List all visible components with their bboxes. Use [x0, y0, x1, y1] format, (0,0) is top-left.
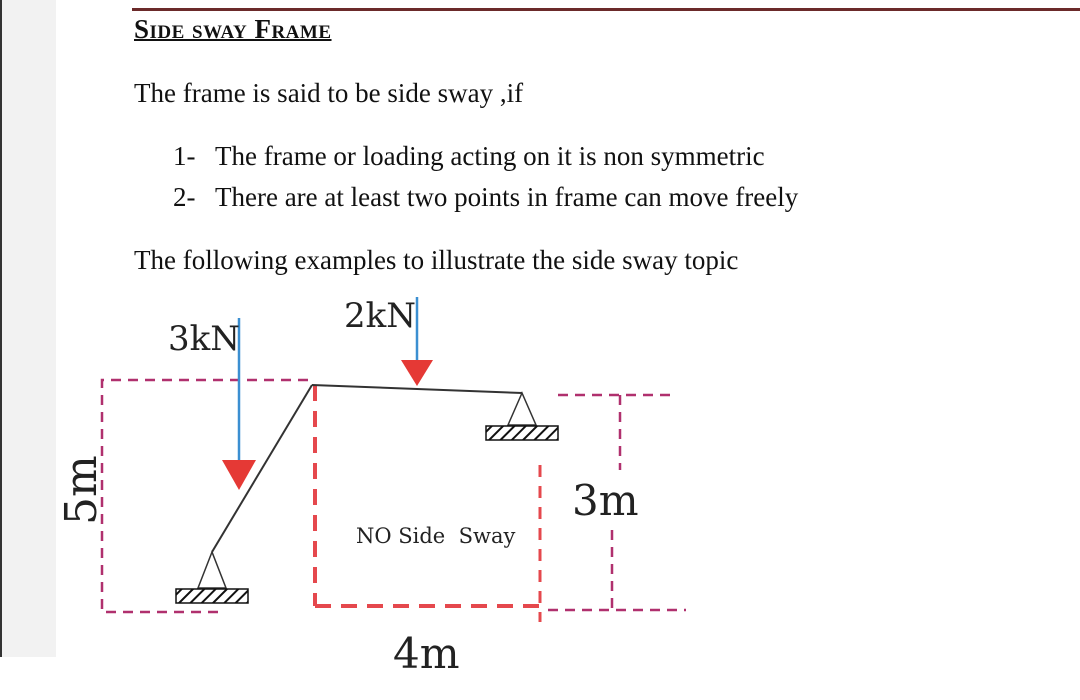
dimension-label-5m: 5m	[56, 455, 107, 525]
section-heading: Side sway Frame	[134, 14, 332, 44]
pin-support-left	[176, 552, 248, 603]
examples-text: The following examples to illustrate the side sway topic	[134, 245, 739, 275]
no-side-sway-note: NO Side Sway	[356, 524, 516, 548]
load-label-left: 3kN	[168, 319, 240, 359]
condition-text: The frame or loading acting on it is non symmetric	[215, 141, 765, 171]
pin-support-right	[486, 393, 558, 440]
dimension-label-3m: 3m	[572, 476, 639, 525]
dimension-label-4m: 4m	[393, 629, 460, 678]
condition-number: 2-	[173, 182, 196, 212]
dimension-box-center	[315, 385, 540, 622]
load-label-top: 2kN	[344, 296, 416, 336]
intro-text: The frame is said to be side sway ,if	[134, 78, 524, 108]
condition-number: 1-	[173, 141, 196, 171]
condition-text: There are at least two points in frame can move freely	[215, 182, 799, 212]
